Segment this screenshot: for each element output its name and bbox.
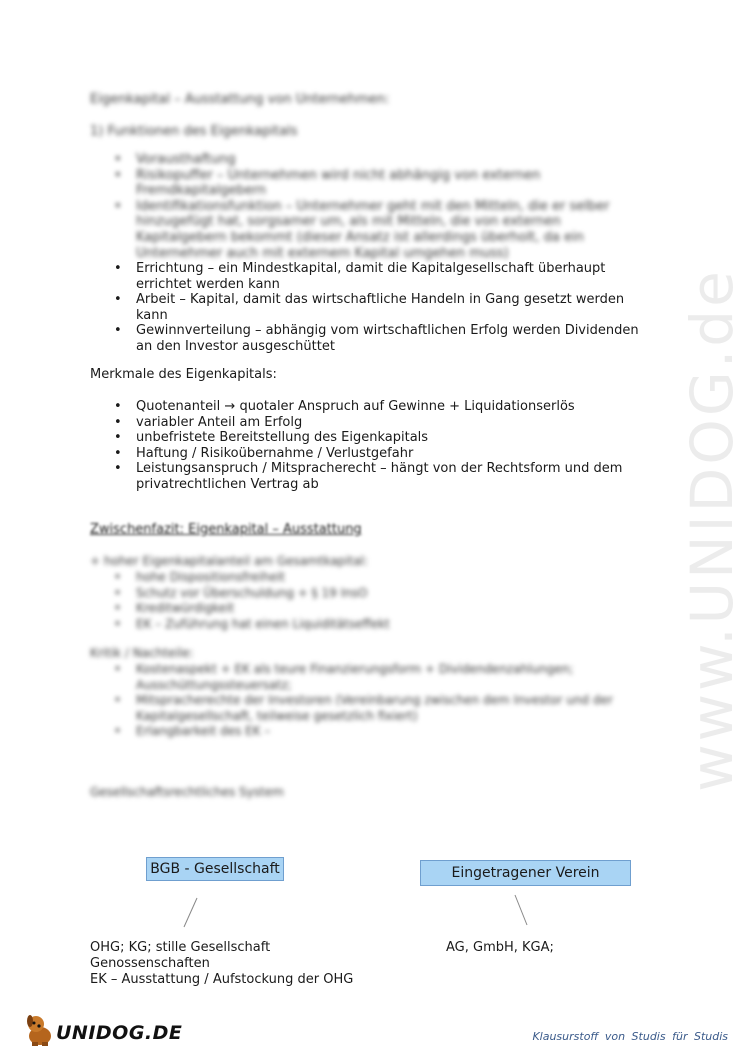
section3-title: Zwischenfazit: Eigenkapital – Ausstattung [90,522,362,537]
list-item: • variabler Anteil am Erfolg [108,415,638,431]
section2-title: Merkmale des Eigenkapitals: [90,367,277,382]
list-item: • Arbeit – Kapital, damit das wirtschaftliche Handeln in Gang gesetzt werden kann [108,292,658,323]
list-item: • hohe Dispositionsfreiheit [108,570,648,586]
list-item: • Mitspracherechte der Investoren (Vereinbarung zwischen dem Investor und der Kapitalgesellschaft, teilweise gesetzlich fixiert) [108,693,653,724]
bgb-gesellschaft-box: BGB - Gesellschaft [146,857,284,881]
list-item: • Quotenanteil → quotaler Anspruch auf Gewinne + Liquidationserlös [108,399,638,415]
list-item: • Erlangbarkeit des EK – [108,724,653,740]
list-item: • unbefristete Bereitstellung des Eigenkapitals [108,430,638,446]
list-item: • Leistungsanspruch / Mitspracherecht – hängt von der Rechtsform und dem privatrechtlichen Vertrag ab [108,461,638,492]
watermark-text: www.UNIDOG.de [678,268,746,792]
connector-line-left [184,898,197,927]
list-item: • Gewinnverteilung – abhängig vom wirtschaftlichen Erfolg werden Dividenden an den Investor ausgeschüttet [108,323,658,354]
left-branch-line-2: Genossenschaften [90,956,210,971]
unidog-logo-text: UNIDOG.DE [56,1022,183,1044]
list-item: • Identifikationsfunktion – Unternehmer geht mit den Mitteln, die er selber hinzugefügt hat, sorgsamer um, als mit Mitteln, die von externen Kapitalgebern bekommt (dieser Ansatz ist allerdings überholt, da ein Unternehmer auch mit externem Kapital umgehen muss) [108,199,648,261]
list-item: • Vorausthaftung [108,152,648,168]
connector-line-right [515,895,527,925]
section1-subtitle: 1) Funktionen des Eigenkapitals [90,124,298,139]
section3-intro: + hoher Eigenkapitalanteil am Gesamtkapital: [90,554,369,568]
list-item: • Haftung / Risikoübernahme / Verlustgefahr [108,446,638,462]
list-item: • Risikopuffer – Unternehmen wird nicht abhängig von externen Fremdkapitalgebern [108,168,648,199]
section1-title: Eigenkapital – Ausstattung von Unternehmen: [90,92,390,107]
list-item: • Kostenaspekt + EK als teure Finanzierungsform + Dividendenzahlungen; Ausschüttungssteuersatz; [108,662,653,693]
section3-cons-title: Kritik / Nachteile: [90,646,194,660]
footer-slogan: Klausurstoff von Studis für Studis [532,1030,728,1043]
list-item: • EK – Zuführung hat einen Liquiditätseffekt [108,617,648,633]
list-item: • Schutz vor Überschuldung + § 19 InsO [108,586,648,602]
section4-title: Gesellschaftsrechtliches System [90,785,284,799]
right-branch-line: AG, GmbH, KGA; [446,940,554,955]
eingetragener-verein-box: Eingetragener Verein [420,860,631,886]
dog-logo-icon [22,1012,58,1048]
list-item: • Errichtung – ein Mindestkapital, damit die Kapitalgesellschaft überhaupt errichtet werden kann [108,261,658,292]
left-branch-line-1: OHG; KG; stille Gesellschaft [90,940,271,955]
left-branch-line-3: EK – Ausstattung / Aufstockung der OHG [90,972,354,987]
list-item: • Kreditwürdigkeit [108,601,648,617]
